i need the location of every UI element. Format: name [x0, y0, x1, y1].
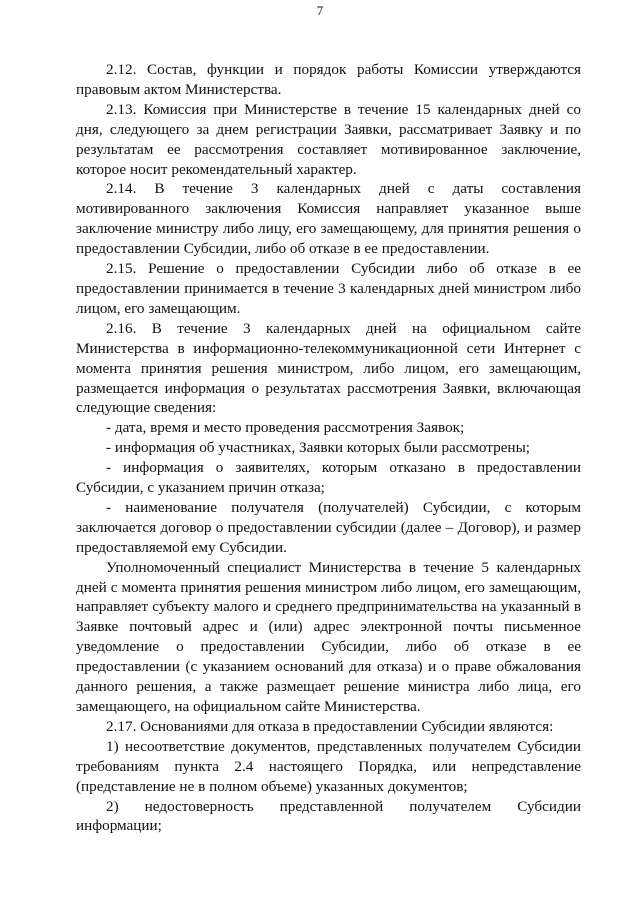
page-number: 7 — [316, 3, 324, 18]
paragraph-2-15: 2.15. Решение о предоставлении Субсидии либо об отказе в ее предоставлении принимается в течение 3 календарных дней министром либо лицом, его замещающим. — [76, 260, 581, 317]
paragraph-notification: Уполномоченный специалист Министерства в течение 5 календарных дней с момента принятия решения министром либо лицом, его замещающим, направляет субъекту малого и среднего предпринимательства на указанный в Заявке почтовый адрес и (или) адрес электронной почты письменное уведомление о предоставлении Субсидии, либо об отказе в ее предоставлении (с указанием оснований для отказа) и о праве обжалования данного решения, а также размещает решение министра либо лица, его замещающего, на официальном сайте Министерства. — [76, 558, 581, 715]
paragraph-2-13: 2.13. Комиссия при Министерстве в течение 15 календарных дней со дня, следующего за днем регистрации Заявки, рассматривает Заявку и по результатам ее рассмотрения составляет мотивированное заключение, которое носит рекомендательный характер. — [76, 100, 581, 178]
list-item: - информация об участниках, Заявки которых были рассмотрены; — [106, 439, 530, 457]
paragraph-2-16: 2.16. В течение 3 календарных дней на официальном сайте Министерства в информационно-телекоммуникационной сети Интернет с момента принятия решения министром, либо лицом, его замещающим, размещается информация о результатах рассмотрения Заявки, включающая следующие сведения: — [76, 319, 581, 417]
list-item: - информация о заявителях, которым отказано в предоставлении Субсидии, с указанием причин отказа; — [76, 459, 581, 497]
paragraph-2-14: 2.14. В течение 3 календарных дней с даты составления мотивированного заключения Комиссия направляет указанное выше заключение министру либо лицу, его замещающему, для принятия решения о предоставлении Субсидии, либо об отказе в ее предоставлении. — [76, 180, 581, 258]
list-item: 1) несоответствие документов, представленных получателем Субсидии требованиям пункта 2.4 настоящего Порядка, или непредставление (представление не в полном объеме) указанных документов; — [76, 737, 581, 795]
list-item: - дата, время и место проведения рассмотрения Заявок; — [106, 419, 465, 437]
paragraph-2-12: 2.12. Состав, функции и порядок работы Комиссии утверждаются правовым актом Министерства. — [76, 61, 581, 98]
paragraph-2-17: 2.17. Основаниями для отказа в предоставлении Субсидии являются: — [106, 717, 554, 735]
list-item: - наименование получателя (получателей) Субсидии, с которым заключается договор о предоставлении субсидии (далее – Договор), и размер предоставляемой ему Субсидии. — [76, 498, 581, 556]
list-item: 2) недостоверность представленной получателем Субсидии информации; — [76, 797, 581, 835]
document-body — [76, 60, 581, 836]
